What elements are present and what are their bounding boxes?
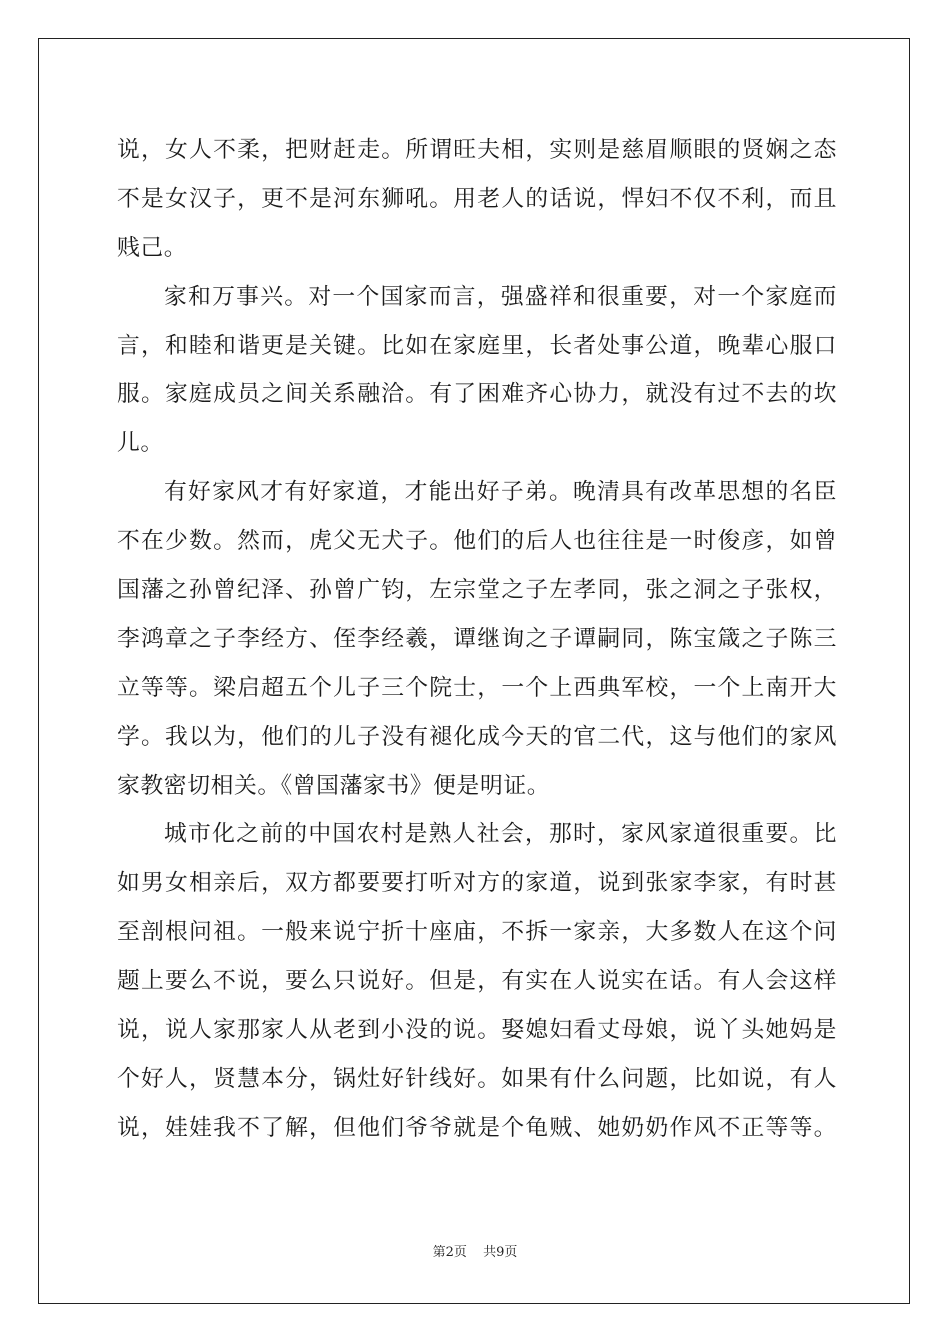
text-line: 至剖根问祖。一般来说宁折十座庙，不拆一家亲，大多数人在这个问 — [117, 919, 837, 946]
text-line: 贱己。 — [117, 234, 188, 261]
text-line: 言，和睦和谐更是关键。比如在家庭里，长者处事公道，晚辈心服口 — [117, 332, 837, 359]
text-line: 立等等。梁启超五个儿子三个院士，一个上西典军校，一个上南开大 — [117, 674, 837, 701]
text-line: 城市化之前的中国农村是熟人社会，那时，家风家道很重要。比 — [164, 821, 837, 848]
text-line: 有好家风才有好家道，才能出好子弟。晚清具有改革思想的名臣 — [164, 479, 837, 506]
text-line: 题上要么不说，要么只说好。但是，有实在人说实在话。有人会这样 — [117, 968, 837, 995]
page-number: 第2页 — [432, 1245, 467, 1260]
text-line: 家和万事兴。对一个国家而言，强盛祥和很重要，对一个家庭而 — [164, 283, 837, 310]
text-line: 李鸿章之子李经方、侄李经羲，谭继询之子谭嗣同，陈宝箴之子陈三 — [117, 625, 837, 652]
text-line: 国藩之孙曾纪泽、孙曾广钧，左宗堂之子左孝同，张之洞之子张权， — [117, 577, 837, 604]
text-line: 个好人，贤慧本分，锅灶好针线好。如果有什么问题，比如说，有人 — [117, 1065, 837, 1092]
text-line: 说，女人不柔，把财赶走。所谓旺夫相，实则是慈眉顺眼的贤娴之态 — [117, 137, 837, 163]
text-line: 不是女汉子，更不是河东狮吼。用老人的话说，悍妇不仅不利，而且 — [117, 185, 837, 212]
document-body — [117, 126, 837, 1153]
page-total: 共9页 — [483, 1245, 518, 1260]
text-line: 家教密切相关。《曾国藩家书》便是明证。 — [117, 772, 551, 799]
text-line: 服。家庭成员之间关系融洽。有了困难齐心协力，就没有过不去的坎 — [117, 381, 837, 408]
text-line: 儿。 — [117, 430, 164, 457]
text-line: 不在少数。然而，虎父无犬子。他们的后人也往往是一时俊彦，如曾 — [117, 528, 837, 555]
text-line: 学。我以为，他们的儿子没有褪化成今天的官二代，这与他们的家风 — [117, 723, 837, 750]
page-footer — [0, 1241, 950, 1260]
text-line: 如男女相亲后，双方都要要打听对方的家道，说到张家李家，有时甚 — [117, 870, 837, 897]
text-line: 说，说人家那家人从老到小没的说。娶媳妇看丈母娘，说丫头她妈是 — [117, 1017, 837, 1044]
text-line: 说，娃娃我不了解，但他们爷爷就是个龟贼、她奶奶作风不正等等。 — [117, 1114, 837, 1141]
